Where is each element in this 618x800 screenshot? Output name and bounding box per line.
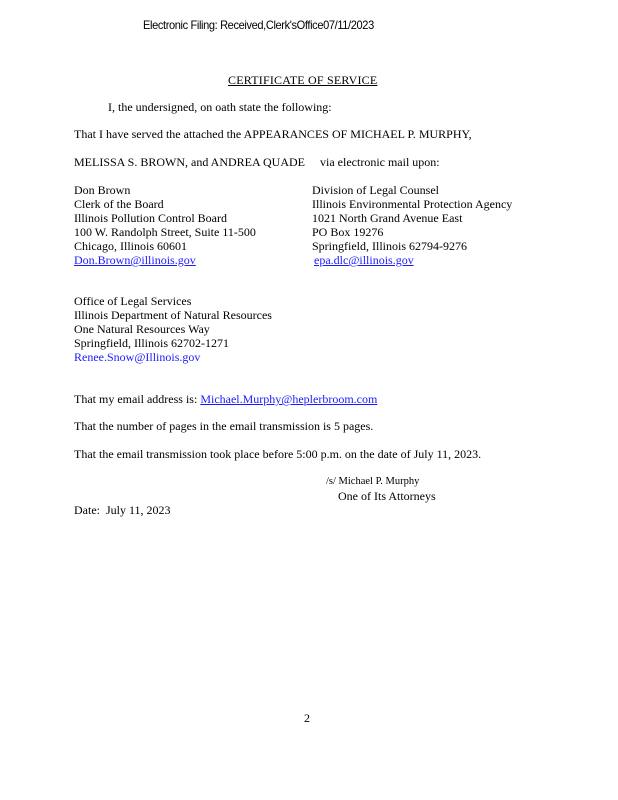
- recipient-line: Clerk of the Board: [74, 197, 164, 211]
- recipient-email-link[interactable]: Don.Brown@illinois.gov: [74, 253, 196, 267]
- recipient-line: 1021 North Grand Avenue East: [312, 211, 463, 225]
- recipient-email-link[interactable]: Renee.Snow@Illinois.gov: [74, 350, 201, 364]
- service-statement-line-2: MELISSA S. BROWN, and ANDREA QUADE via electronic mail upon:: [74, 155, 440, 169]
- recipient-block-clerk: [74, 183, 256, 267]
- recipient-email-link[interactable]: epa.dlc@illinois.gov: [314, 253, 414, 267]
- electronic-signature: /s/ Michael P. Murphy: [326, 476, 420, 487]
- signature-title: One of Its Attorneys: [338, 489, 436, 503]
- page-number: 2: [304, 711, 310, 725]
- recipient-line: Springfield, Illinois 62794-9276: [312, 239, 467, 253]
- recipient-line: Illinois Environmental Protection Agency: [312, 197, 513, 211]
- recipient-line: Don Brown: [74, 183, 131, 197]
- email-address-statement: [74, 392, 377, 406]
- recipient-line: Illinois Department of Natural Resources: [74, 308, 272, 322]
- recipient-line: Springfield, Illinois 62702-1271: [74, 336, 229, 350]
- recipient-block-idnr: [74, 294, 272, 364]
- date-line: Date: July 11, 2023: [74, 503, 171, 517]
- filing-stamp: Electronic Filing: Received,Clerk'sOffice07/11/2023: [143, 18, 374, 32]
- recipient-line: Division of Legal Counsel: [312, 183, 439, 197]
- recipient-block-iepa: [312, 183, 512, 267]
- page-count-statement: That the number of pages in the email transmission is 5 pages.: [74, 419, 374, 433]
- email-address-label: That my email address is:: [74, 392, 201, 406]
- recipient-line: Chicago, Illinois 60601: [74, 239, 187, 253]
- recipient-line: Office of Legal Services: [74, 294, 192, 308]
- recipient-line: Illinois Pollution Control Board: [74, 211, 228, 225]
- oath-statement: I, the undersigned, on oath state the following:: [108, 100, 332, 114]
- recipient-line: PO Box 19276: [312, 225, 384, 239]
- certificate-title: CERTIFICATE OF SERVICE: [228, 73, 378, 87]
- service-statement-line-1: That I have served the attached the APPEARANCES OF MICHAEL P. MURPHY,: [74, 127, 472, 141]
- sender-email-link[interactable]: Michael.Murphy@heplerbroom.com: [200, 392, 378, 406]
- transmission-time-statement: That the email transmission took place before 5:00 p.m. on the date of July 11, 2023.: [74, 447, 482, 461]
- recipient-line: One Natural Resources Way: [74, 322, 210, 336]
- recipient-line: 100 W. Randolph Street, Suite 11-500: [74, 225, 256, 239]
